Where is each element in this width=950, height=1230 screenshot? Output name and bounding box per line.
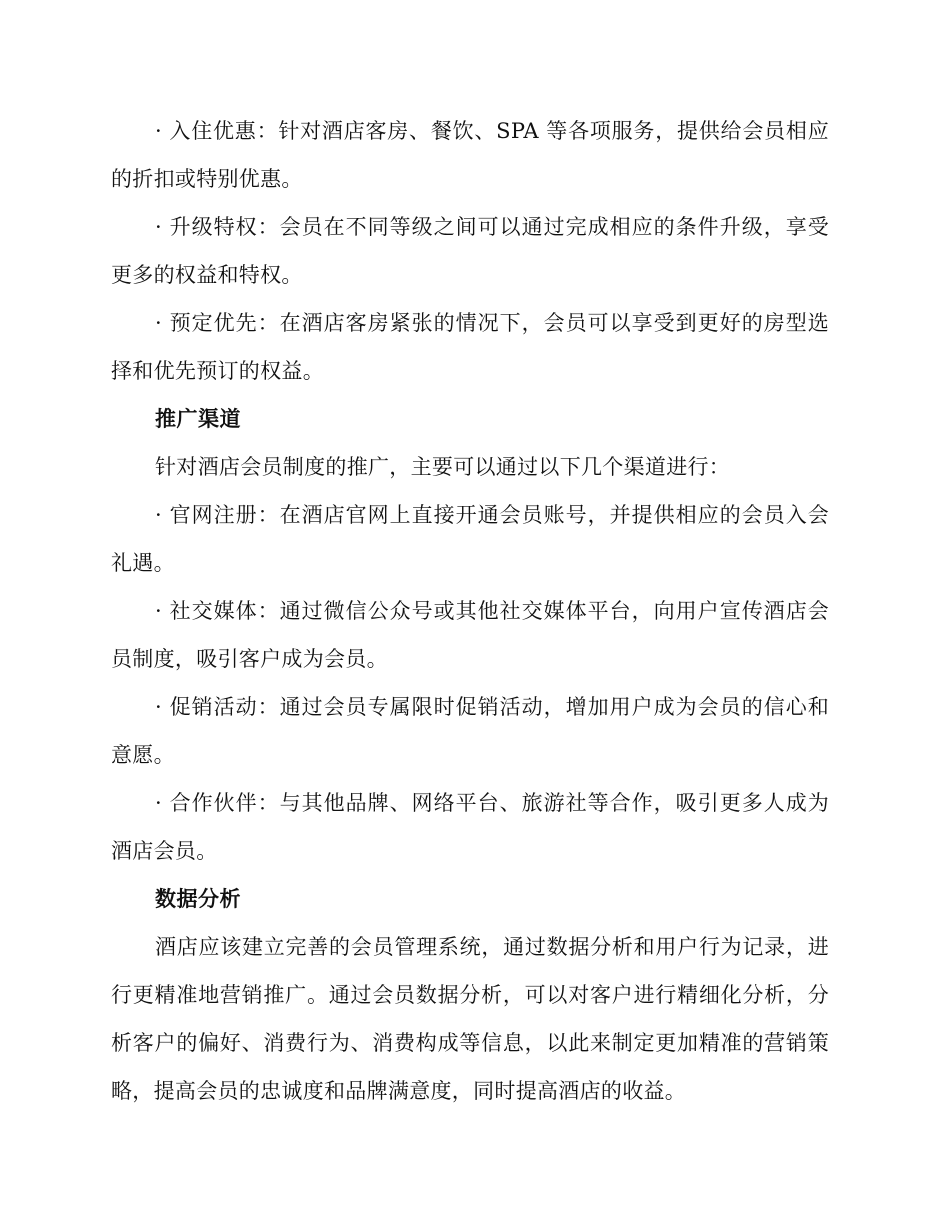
bullet-upgrade-privilege: · 升级特权：会员在不同等级之间可以通过完成相应的条件升级，享受更多的权益和特权。 <box>111 215 829 287</box>
bullet-social-media: · 社交媒体：通过微信公众号或其他社交媒体平台，向用户宣传酒店会员制度，吸引客户成为会员。 <box>111 599 829 671</box>
bullet-checkin-discount: · 入住优惠：针对酒店客房、餐饮、SPA 等各项服务，提供给会员相应的折扣或特别优惠。 <box>111 119 829 191</box>
bullet-promotion-activities: · 促销活动：通过会员专属限时促销活动，增加用户成为会员的信心和意愿。 <box>111 695 829 767</box>
section-heading-promotion-channels: 推广渠道 <box>155 407 241 431</box>
data-analysis-paragraph: 酒店应该建立完善的会员管理系统，通过数据分析和用户行为记录，进行更精准地营销推广。通过会员数据分析，可以对客户进行精细化分析，分析客户的偏好、消费行为、消费构成等信息，以此来制定更加精准的营销策略，提高会员的忠诚度和品牌满意度，同时提高酒店的收益。 <box>111 935 829 1103</box>
bullet-website-registration: · 官网注册：在酒店官网上直接开通会员账号，并提供相应的会员入会礼遇。 <box>111 503 829 575</box>
section-heading-data-analysis: 数据分析 <box>155 887 241 911</box>
document-page <box>111 107 829 1115</box>
bullet-booking-priority: · 预定优先：在酒店客房紧张的情况下，会员可以享受到更好的房型选择和优先预订的权益。 <box>111 311 829 383</box>
promotion-intro: 针对酒店会员制度的推广，主要可以通过以下几个渠道进行： <box>155 455 731 479</box>
bullet-partners: · 合作伙伴：与其他品牌、网络平台、旅游社等合作，吸引更多人成为酒店会员。 <box>111 791 829 863</box>
